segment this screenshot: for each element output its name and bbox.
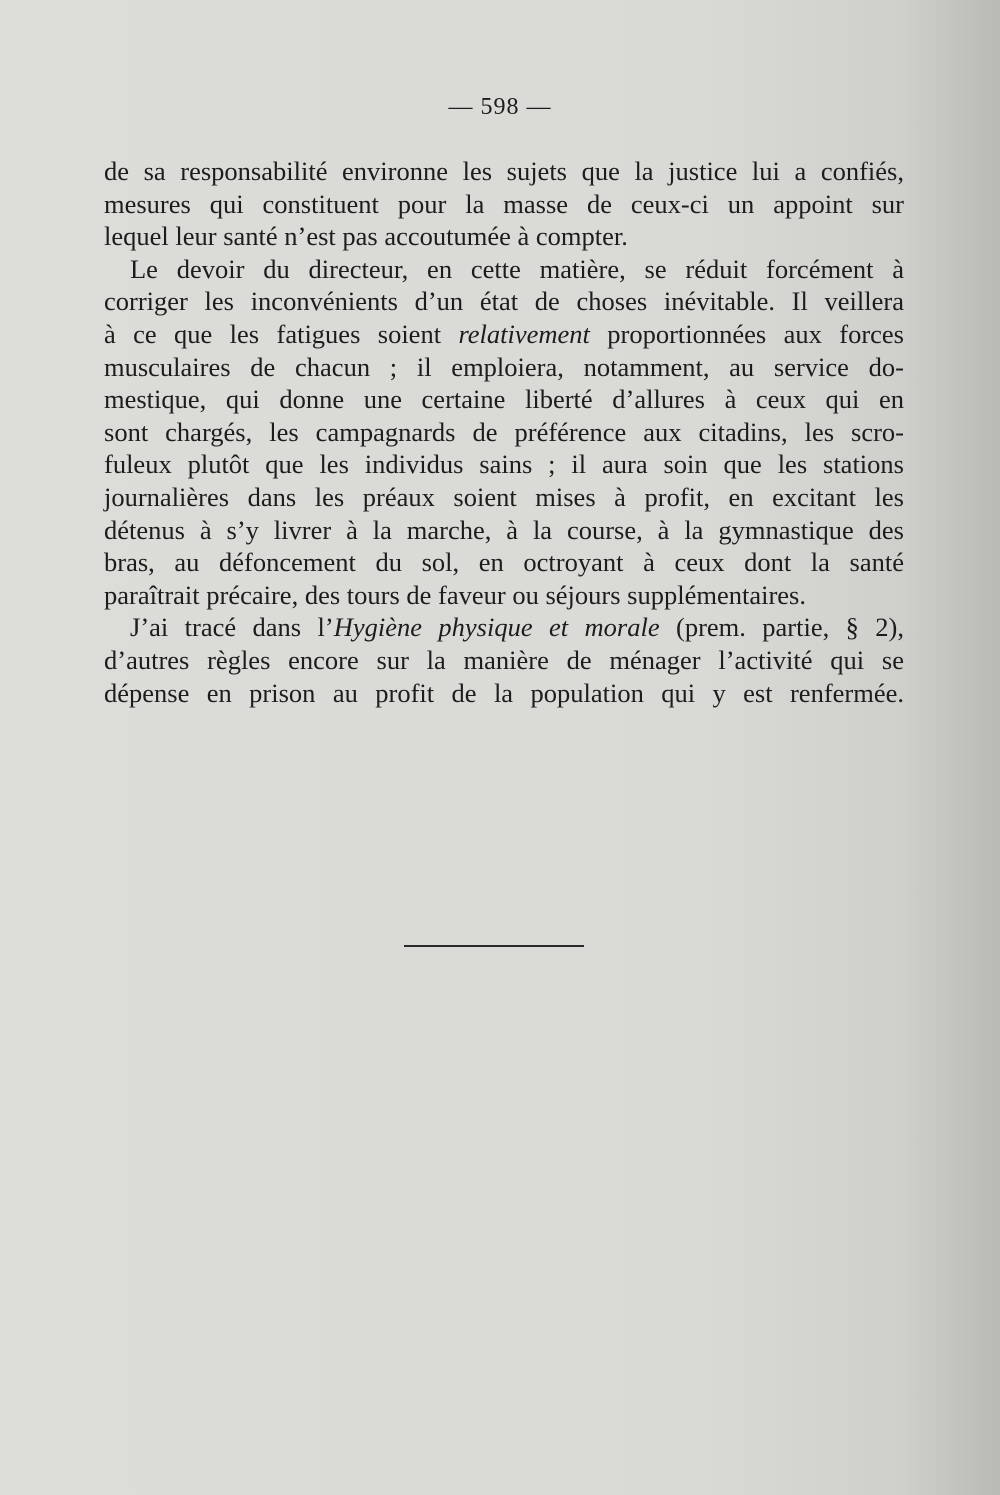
text-line: sont chargés, les campagnards de préférence aux citadins, les scro- xyxy=(104,416,904,447)
text-line-with-italic xyxy=(104,611,904,644)
page-number: — 598 — xyxy=(448,94,552,120)
text-line: mestique, qui donne une certaine liberté d’allures à ceux qui en xyxy=(104,384,904,415)
text-line: corriger les inconvénients d’un état de choses inévitable. Il veillera xyxy=(104,286,904,317)
section-rule xyxy=(404,945,584,947)
text-line: de sa responsabilité environne les sujets que la justice lui a confiés, xyxy=(104,156,904,186)
text-line: dépense en prison au profit de la population qui y est renfermée. xyxy=(104,677,904,708)
text-line: lequel leur santé n’est pas accoutumée à compter. xyxy=(104,221,628,252)
text-line: journalières dans les préaux soient mises à profit, en excitant les xyxy=(104,481,904,512)
italic-title: Hygiène physique et morale xyxy=(333,612,660,643)
text-line: mesures qui constituent pour la masse de ceux-ci un appoint sur xyxy=(104,188,904,219)
text-line: musculaires de chacun ; il emploiera, notamment, au service do- xyxy=(104,351,904,382)
text-fragment: (prem. partie, § 2), xyxy=(659,612,904,643)
body-text xyxy=(104,155,904,709)
text-fragment: proportionnées aux forces xyxy=(589,318,904,349)
italic-word: relativement xyxy=(458,318,590,349)
text-line: paraîtrait précaire, des tours de faveur ou séjours supplémentaires. xyxy=(104,579,806,610)
text-line: bras, au défoncement du sol, en octroyant à ceux dont la santé xyxy=(104,547,904,578)
text-line: détenus à s’y livrer à la marche, à la course, à la gymnastique des xyxy=(104,514,904,545)
text-line-with-italic xyxy=(104,318,904,351)
text-fragment: à ce que les fatigues soient xyxy=(104,318,459,349)
text-line: fuleux plutôt que les individus sains ; il aura soin que les stations xyxy=(104,449,904,480)
text-fragment: J’ai tracé dans l’ xyxy=(130,612,334,643)
text-line: d’autres règles encore sur la manière de ménager l’activité qui se xyxy=(104,644,904,675)
text-line: Le devoir du directeur, en cette matière, se réduit forcément à xyxy=(130,253,904,284)
